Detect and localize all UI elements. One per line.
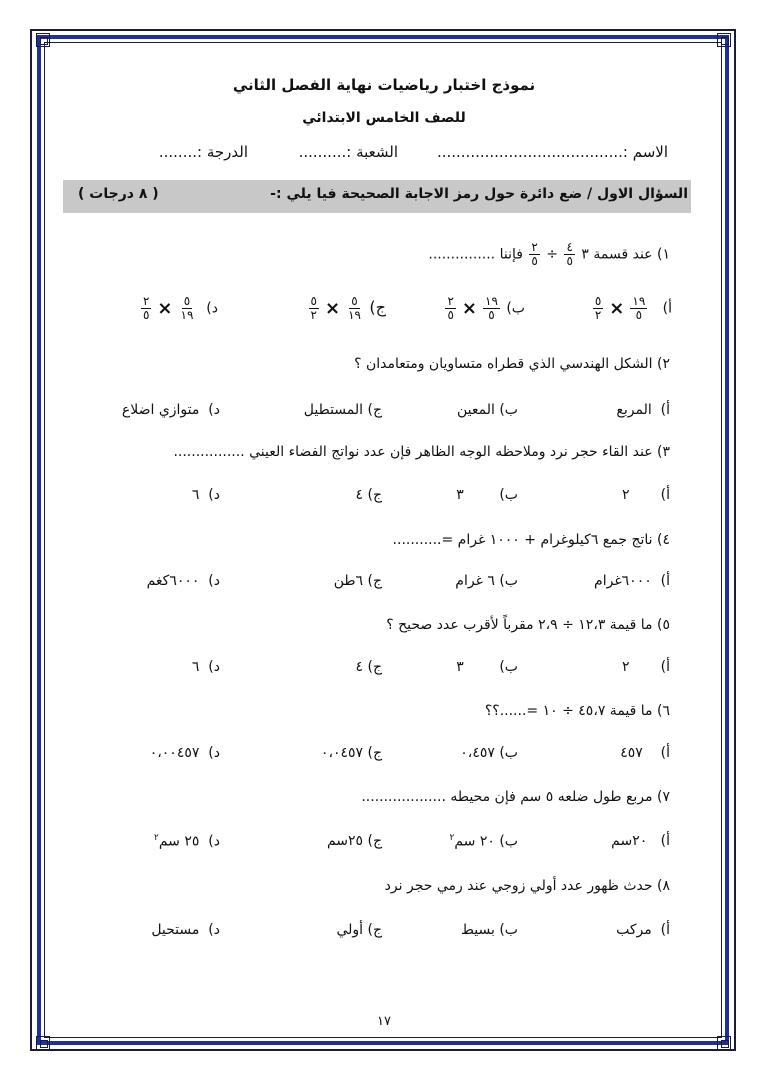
mixed-whole: ٣ [581,246,589,263]
name-field[interactable]: الاسم :....................................... [436,143,668,161]
option-b[interactable]: ب) المعين [457,402,518,418]
question-1 [428,241,670,268]
option-a[interactable]: أ) مركب [616,922,670,938]
divide-sign: ÷ [546,246,559,263]
option-d[interactable]: د) ٦ [191,659,220,675]
option-d[interactable]: د) متوازي اضلاع [121,402,220,418]
option-c[interactable]: ج) ٦طن [333,573,382,589]
option-b[interactable]: ب) ٣ [456,487,518,503]
fraction: $\frac{٢}{٥}$ [531,240,538,268]
option-c[interactable]: ج) ٢٥سم [326,833,382,849]
question-2: ٢) الشكل الهندسي الذي قطراه متساويان ومتعامدان ؟ [354,356,670,372]
option-a[interactable]: أ) ٢٠سم [611,833,670,849]
grade-field[interactable]: الدرجة :........ [158,143,248,161]
question-6: ٦) ما قيمة ٤٥،٧ ÷ ١٠ =......؟؟ [484,703,670,719]
question-5: ٥) ما قيمة ١٢،٣ ÷ ٢،٩ مقرباً لأقرب عدد صحيح ؟ [386,617,670,633]
option-a[interactable]: أ) ٢ [621,659,670,675]
option-a[interactable]: أ) ٦٠٠٠غرام [594,573,670,589]
page-number: ١٧ [377,1014,391,1029]
option-d[interactable]: د) ٦٠٠٠كغم [146,573,220,589]
option-d[interactable]: د) $\frac{٥}{١٩}$ × $\frac{٢}{٥}$ [142,294,218,322]
section-marks: ( ٨ درجات ) [78,186,159,202]
option-d[interactable]: د) ٢٥ سم$^٢$ [154,833,220,850]
corner-ornament-bottom-right [717,1036,731,1050]
corner-ornament-top-right [717,33,731,47]
page-title: نموذج اختبار رياضيات نهاية الفصل الثاني [232,76,536,94]
fraction: $\frac{٤}{٥}$ [566,240,573,268]
question-3: ٣) عند القاء حجر نرد وملاحظه الوجه الظاهر فإن عدد نواتج الفضاء العيني ................ [173,444,670,460]
option-c[interactable]: ج) ٠،٠٤٥٧ [320,745,382,761]
section-field[interactable]: الشعبة :.......... [298,143,398,161]
question-number: ١) [657,246,670,263]
option-c[interactable]: ج) المستطيل [303,402,382,418]
option-c[interactable]: ج) أولي [336,922,382,938]
option-b[interactable]: ب) ٠،٤٥٧ [460,745,518,761]
option-b[interactable]: ب) ٣ [456,659,518,675]
option-b[interactable]: ب) بسيط [460,922,518,938]
option-c[interactable]: ج) ٤ [355,487,382,503]
question-text-end: فإننا ............... [428,246,523,263]
option-d[interactable]: د) مستحيل [151,922,220,938]
option-a[interactable]: أ) $\frac{١٩}{٥}$ × $\frac{٥}{٢}$ [594,294,672,322]
option-a[interactable]: أ) المربع [616,402,670,418]
section-heading: السؤال الاول / ضع دائرة حول رمز الاجابة الصحيحة فيا يلي :- [270,186,688,202]
corner-ornament-bottom-left [36,1036,50,1050]
question-text: عند قسمة [593,246,653,263]
option-d[interactable]: د) ٠،٠٠٤٥٧ [149,745,220,761]
option-b[interactable]: ب) $\frac{١٩}{٥}$ × $\frac{٢}{٥}$ [447,294,525,322]
option-c[interactable]: ج) $\frac{٥}{١٩}$ × $\frac{٥}{٢}$ [310,294,386,322]
question-8: ٨) حدث ظهور عدد أولي زوجي عند رمي حجر نرد [384,878,670,894]
option-b[interactable]: ب) ٢٠ سم$^٢$ [449,833,518,850]
option-b[interactable]: ب) ٦ غرام [455,573,518,589]
question-7: ٧) مربع طول ضلعه ٥ سم فإن محيطه ................... [361,789,670,805]
option-a[interactable]: أ) ٤٥٧ [620,745,670,761]
option-d[interactable]: د) ٦ [191,487,220,503]
page-subtitle: للصف الخامس الابتدائي [302,110,466,126]
option-a[interactable]: أ) ٢ [621,487,670,503]
question-4: ٤) ناتج جمع ٦كيلوغرام + ١٠٠٠ غرام =........... [392,532,670,548]
option-c[interactable]: ج) ٤ [355,659,382,675]
corner-ornament-top-left [36,33,50,47]
